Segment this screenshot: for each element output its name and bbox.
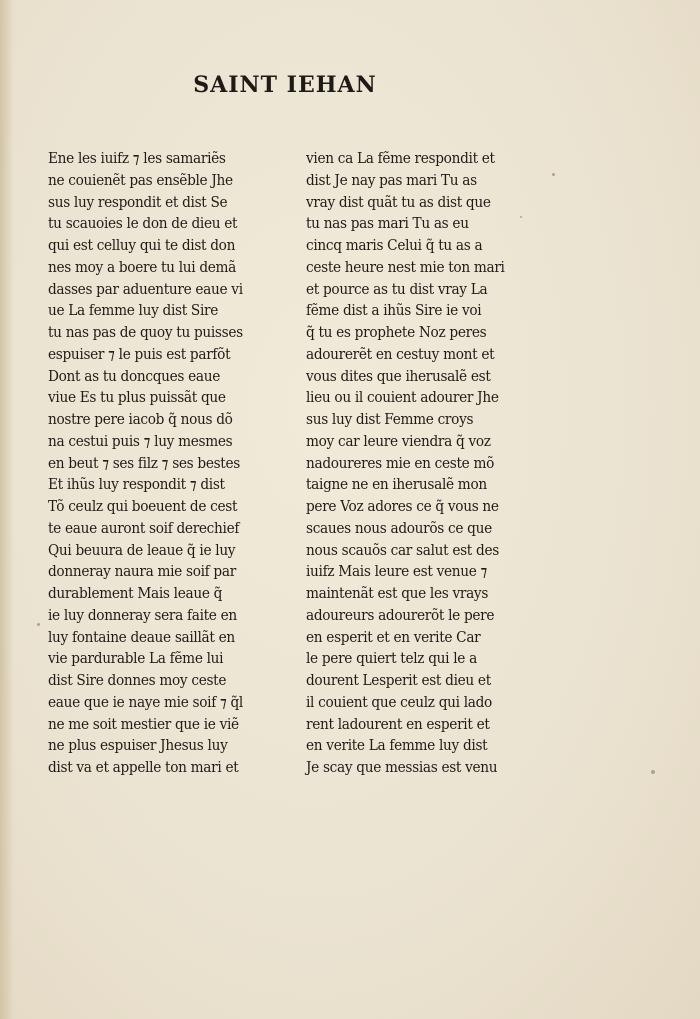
text-line: eaue que ie naye mie soif ⁊ q̃l	[48, 692, 243, 711]
text-line: dist Je nay pas mari Tu as	[306, 170, 477, 189]
text-line: vray dist quãt tu as dist que	[306, 192, 491, 211]
text-line: Dont as tu doncques eaue	[48, 366, 220, 385]
text-line: ceste heure nest mie ton mari	[306, 257, 505, 276]
text-line: dasses par aduenture eaue vi	[48, 279, 243, 298]
paper-speck	[520, 216, 522, 218]
text-line: sus luy dist Femme croys	[306, 410, 474, 428]
text-line: lieu ou il couient adourer Jhe	[306, 388, 499, 407]
text-line: donneray naura mie soif par	[48, 562, 236, 581]
text-line: ne couienẽt pas ensẽble Jhe	[48, 170, 233, 189]
text-line: adourerẽt en cestuy mont et	[306, 344, 495, 363]
text-line: et pource as tu dist vray La	[306, 279, 488, 298]
text-line: iuifz Mais leure est venue ⁊	[306, 562, 488, 581]
text-line: nadoureres mie en ceste mõ	[306, 453, 495, 472]
text-line: Qui beuura de leaue q̃ ie luy	[48, 540, 236, 559]
text-line: vien ca La fẽme respondit et	[306, 149, 495, 167]
text-line: moy car leure viendra q̃ voz	[306, 431, 491, 450]
text-line: vous dites que iherusalẽ est	[306, 366, 491, 385]
text-line: en esperit et en verite Car	[306, 627, 481, 646]
text-line: vie pardurable La fẽme lui	[48, 649, 224, 668]
text-line: qui est celluy qui te dist don	[48, 236, 236, 254]
text-column-right	[306, 148, 546, 779]
text-line: maintenãt est que les vrays	[306, 584, 489, 602]
text-line: te eaue auront soif derechief	[48, 518, 240, 537]
text-line: q̃ tu es prophete Noz peres	[306, 323, 487, 341]
text-line: ue La femme luy dist Sire	[48, 301, 219, 320]
text-line: tu nas pas mari Tu as eu	[306, 214, 469, 233]
text-line: dist Sire donnes moy ceste	[48, 671, 227, 689]
text-line: luy fontaine deaue saillãt en	[48, 627, 235, 646]
text-line: Ene les iuifz ⁊ les samariẽs	[48, 149, 226, 167]
text-line: Tõ ceulz qui boeuent de cest	[48, 497, 238, 515]
text-line: scaues nous adourõs ce que	[306, 518, 492, 537]
text-line: nous scauõs car salut est des	[306, 540, 499, 559]
text-line: en verite La femme luy dist	[306, 736, 488, 755]
text-line: rent ladourent en esperit et	[306, 714, 490, 733]
text-line: durablement Mais leaue q̃	[48, 584, 223, 602]
text-line: ne me soit mestier que ie viẽ	[48, 714, 239, 733]
text-line: sus luy respondit et dist Se	[48, 192, 228, 211]
text-line: dist va et appelle ton mari et	[48, 758, 239, 776]
text-line: ne plus espuiser Jhesus luy	[48, 736, 228, 755]
text-line: il couient que ceulz qui lado	[306, 692, 492, 711]
page-gutter-shadow	[0, 0, 14, 1019]
text-line: pere Voz adores ce q̃ vous ne	[306, 497, 499, 515]
text-line: taigne ne en iherusalẽ mon	[306, 475, 487, 494]
text-line: nostre pere iacob q̃ nous dõ	[48, 410, 233, 428]
text-line: tu nas pas de quoy tu puisses	[48, 323, 243, 341]
text-line: na cestui puis ⁊ luy mesmes	[48, 431, 233, 450]
paper-speck	[37, 623, 40, 626]
text-line: dourent Lesperit est dieu et	[306, 671, 491, 689]
text-line: cincq maris Celui q̃ tu as a	[306, 236, 483, 254]
paper-speck	[552, 173, 555, 176]
text-line: viue Es tu plus puissãt que	[48, 388, 226, 407]
text-line: en beut ⁊ ses filz ⁊ ses bestes	[48, 453, 240, 472]
text-line: espuiser ⁊ le puis est parfõt	[48, 344, 231, 363]
text-line: adoureurs adourerõt le pere	[306, 605, 495, 624]
paper-speck	[651, 770, 655, 774]
text-line: fẽme dist a ihũs Sire ie voi	[306, 301, 482, 320]
running-head: SAINT IEHAN	[193, 72, 377, 98]
text-line: Et ihũs luy respondit ⁊ dist	[48, 475, 225, 494]
text-line: nes moy a boere tu lui demã	[48, 257, 237, 276]
text-line: ie luy donneray sera faite en	[48, 605, 237, 624]
text-line: tu scauoies le don de dieu et	[48, 214, 238, 233]
text-line: Je scay que messias est venu	[306, 758, 498, 776]
text-column-left	[48, 148, 280, 779]
text-line: le pere quiert telz qui le a	[306, 649, 477, 668]
